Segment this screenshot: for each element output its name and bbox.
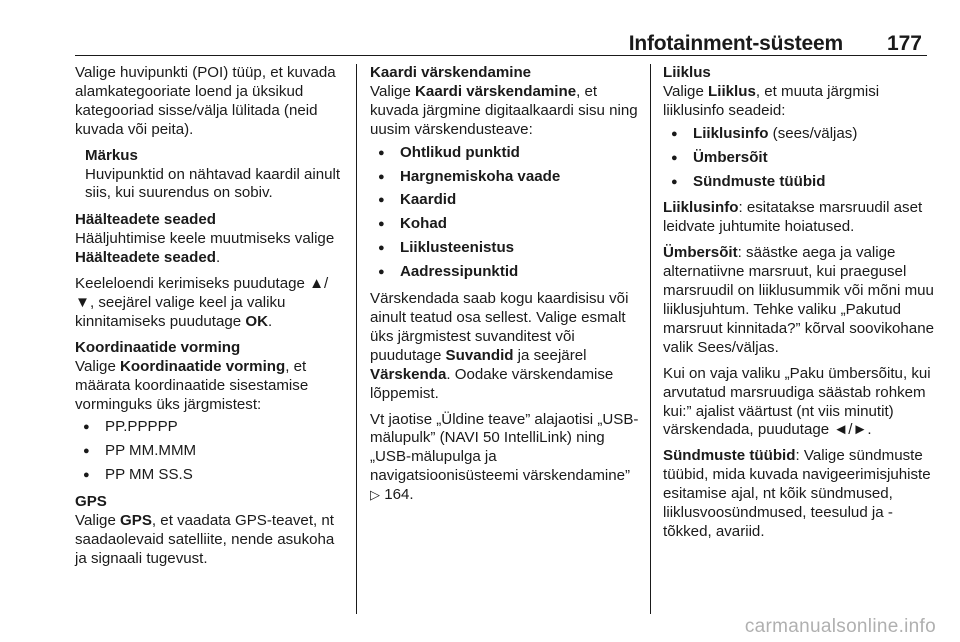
map-paragraph: Valige Kaardi värskendamine, et kuvada järgmine digitaalkaardi sisu ning uusim värskendusteave: — [370, 82, 638, 138]
traffic-paragraph: Valige Liiklus, et muuta järgmisi liiklusinfo seadeid: — [663, 82, 880, 119]
list-item: ● Ümbersõit — [663, 149, 938, 168]
list-item: ● Liiklusteenistus — [370, 239, 640, 258]
note-text: Huvipunktid on nähtavad kaardil ainult siis, kui suurendus on sobiv. — [85, 165, 341, 202]
page-header — [629, 24, 922, 56]
note-box — [75, 147, 347, 204]
column-divider — [356, 64, 357, 614]
list-item: ● PP MM SS.S — [75, 466, 347, 485]
poi-intro: Valige huvipunkti (POI) tüüp, et kuvada alamkategooriate loend ja üksikud kategooriad sisse/välja lülitada (neid kuvada või peita). — [75, 64, 336, 138]
list-item: ● Hargnemiskoha vaade — [370, 168, 640, 187]
page-reference-icon: ▷ — [370, 487, 380, 503]
column-right — [663, 64, 938, 549]
detour-paragraph: Ümbersõit: säästke aega ja valige alternatiivne marsruut, kui praegusel marsruudil on liiklusummik või mõni muu liiklusjuhtum. Tehke valiku „Pakutud marsruut kinnitada?” kõrval soovikohane valik Sees/väljas. — [663, 244, 934, 356]
column-divider — [650, 64, 651, 614]
column-middle — [370, 64, 640, 512]
section-title-gps: GPS — [75, 493, 107, 511]
traffic-info-paragraph: Liiklusinfo: esitatakse marsruudil aset leidvate juhtumite hoiatused. — [663, 199, 923, 236]
section-title-coord: Koordinaatide vorming — [75, 338, 241, 356]
list-item: ● Liiklusinfo (sees/väljas) — [663, 125, 938, 144]
detour-time-paragraph: Kui on vaja valiku „Paku ümbersõitu, kui arvutatud marsruudiga säästab rohkem kui:” ajalist väärtust (nt viis minutit) värskendada, puudutage ◄/►. — [663, 364, 931, 439]
section-title-map: Kaardi värskendamine — [370, 64, 532, 81]
gps-paragraph: Valige GPS, et vaadata GPS-teavet, nt saadaolevaid satelliite, nende asukoha ja signaali tugevust. — [75, 512, 335, 567]
list-item: ● Kohad — [370, 215, 640, 234]
language-paragraph: Keeleloendi kerimiseks puudutage ▲/▼, seejärel valige keel ja valiku kinnitamiseks puudutage OK. — [75, 275, 329, 330]
list-item: ● Ohtlikud punktid — [370, 144, 640, 163]
page-number: 177 — [886, 32, 922, 55]
coord-format-list — [75, 418, 347, 485]
note-title: Märkus — [85, 146, 138, 164]
header-title: Infotainment-süsteem — [628, 32, 843, 55]
traffic-settings-list — [663, 125, 938, 192]
reference-paragraph: Vt jaotise „Üldine teave” alajaotisi „USB-mälupulk” (NAVI 50 IntelliLink) ning „USB-mälupulga ja navigatsioonisüsteemi värskendamine” ▷ 164. — [370, 410, 639, 504]
coord-paragraph: Valige Koordinaatide vorming, et määrata koordinaatide sisestamise vorminguks üks järgmistest: — [75, 357, 309, 413]
section-title-traffic: Liiklus — [663, 64, 711, 81]
voice-paragraph: Hääljuhtimise keele muutmiseks valige Häälteadete seaded. — [75, 230, 335, 267]
column-left — [75, 64, 347, 576]
map-content-list — [370, 144, 640, 282]
watermark: carmanualsonline.info — [744, 616, 936, 637]
list-item: ● PP.PPPPP — [75, 418, 347, 437]
update-paragraph: Värskendada saab kogu kaardisisu või ainult teatud osa sellest. Valige esmalt üks järgmistest suvanditest või puudutage Suvandid ja seejärel Värskenda. Oodake värskendamise lõppemist. — [370, 290, 629, 402]
list-item: ● Kaardid — [370, 191, 640, 210]
event-types-paragraph: Sündmuste tüübid: Valige sündmuste tüübid, mida kuvada navigeerimisjuhiste esitamise ajal, nt kõik sündmused, liiklusvoosündmused, teesulud ja -tõkked, avariid. — [663, 447, 931, 540]
list-item: ● PP MM.MMM — [75, 442, 347, 461]
list-item: ● Aadressipunktid — [370, 263, 640, 282]
list-item: ● Sündmuste tüübid — [663, 173, 938, 192]
section-title-voice: Häälteadete seaded — [75, 211, 216, 229]
header-rule — [75, 55, 927, 56]
